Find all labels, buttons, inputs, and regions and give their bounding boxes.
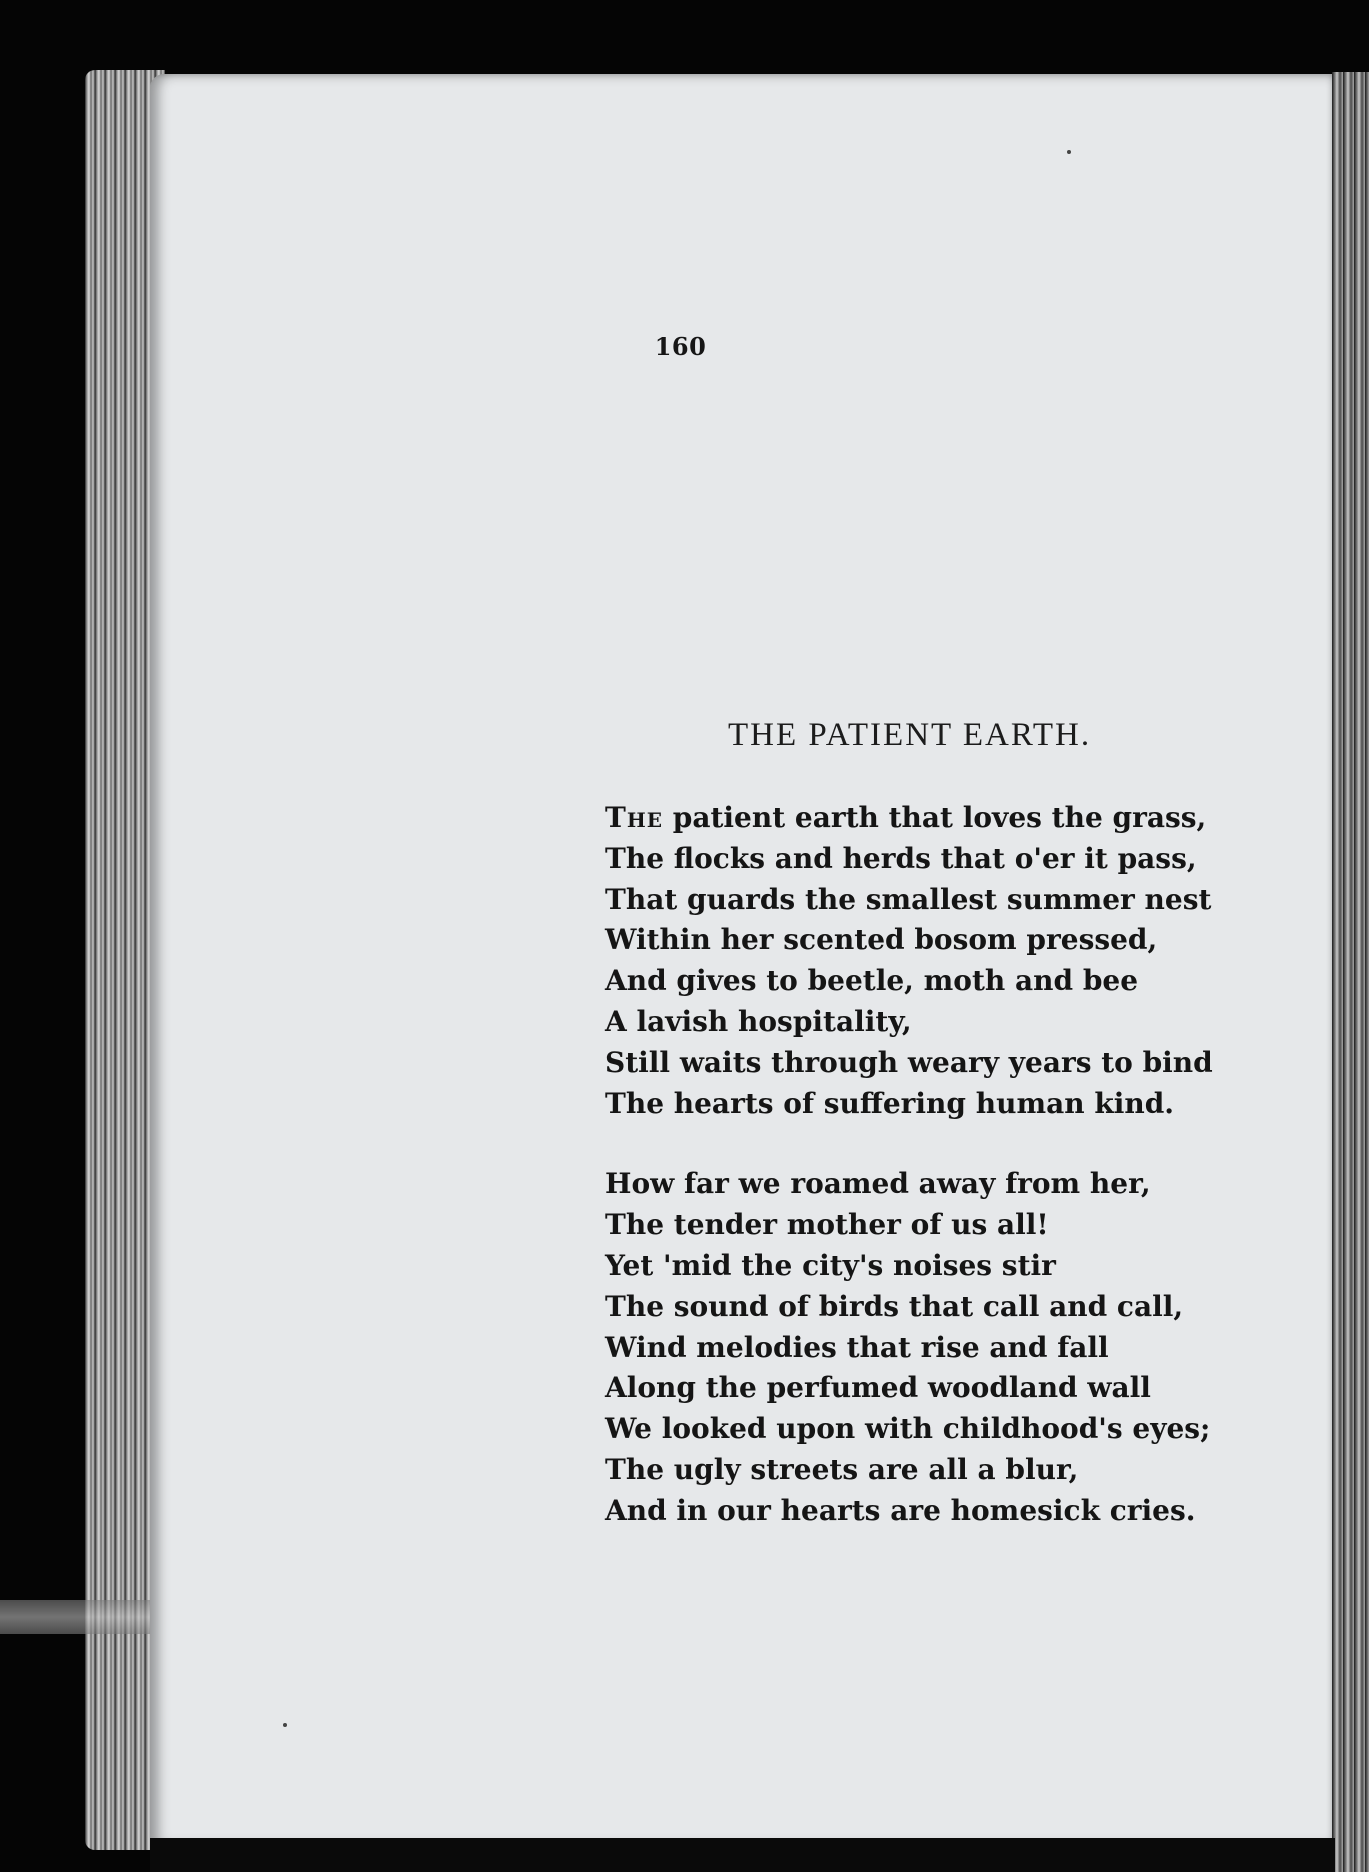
poem-line [605,798,1213,839]
poem-line: That guards the smallest summer nest [605,882,1212,916]
stanza-2 [605,1164,1213,1531]
book-binding-edge [1332,72,1369,1872]
poem-line: Yet 'mid the city's noises stir [605,1248,1056,1282]
poem-line: The hearts of suffering human kind. [605,1086,1175,1120]
poem-line: The flocks and herds that o'er it pass, [605,841,1197,875]
bottom-shadow [150,1838,1335,1872]
paper-speck [283,1723,287,1727]
poem-title: THE PATIENT EARTH. [728,717,1092,753]
poem-line: The tender mother of us all! [605,1208,1049,1242]
poem-line: And gives to beetle, moth and bee [605,964,1139,998]
first-word: The [605,801,663,834]
poem-line: Along the perfumed woodland wall [605,1371,1151,1405]
poem-line: Wind melodies that rise and fall [605,1330,1109,1364]
scan-artifact-band [0,1600,170,1634]
poem-line: We looked upon with childhood's eyes; [605,1412,1211,1446]
poem-line: Within her scented bosom pressed, [605,923,1158,957]
page-number: 160 [654,332,707,361]
poem-body [605,798,1213,1532]
poem-line: A lavish hospitality, [605,1004,912,1038]
poem-line: Still waits through weary years to bind [605,1045,1213,1079]
poem-line: The sound of birds that call and call, [605,1289,1184,1323]
line-text: patient earth that loves the grass, [672,801,1207,834]
poem-line: The ugly streets are all a blur, [605,1452,1079,1486]
stanza-1 [605,798,1213,1124]
poem-line: And in our hearts are homesick cries. [605,1493,1196,1527]
book-page [150,74,1335,1846]
poem-line: How far we roamed away from her, [605,1167,1151,1201]
paper-speck [1067,150,1071,154]
